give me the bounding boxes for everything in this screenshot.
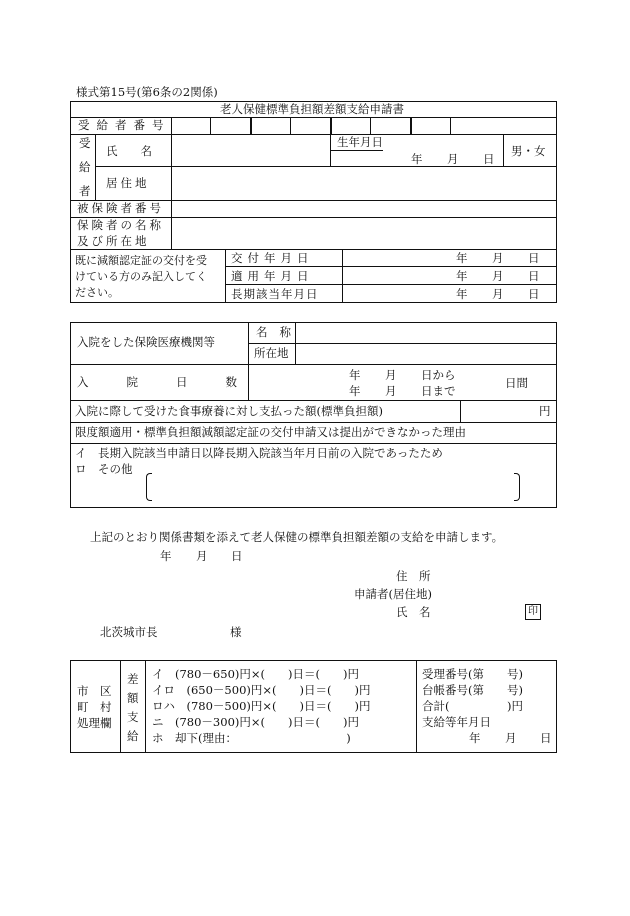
- receipt-number: 受理番号(第 号): [422, 667, 523, 681]
- seal-mark: 印: [525, 604, 541, 620]
- office-label-line1: 市 区: [77, 684, 112, 698]
- other-reason-bracket-left: [146, 473, 152, 501]
- office-label-line2: 町 村: [77, 700, 112, 714]
- addressee: 北茨城市長: [100, 625, 158, 639]
- recipient-char-1: 受: [79, 136, 91, 150]
- difference-char-4: 給: [127, 729, 139, 743]
- declaration-year-unit: 年: [160, 549, 172, 563]
- hospital-location-label: 所在地: [254, 346, 289, 360]
- days-unit: 日間: [505, 376, 528, 390]
- birth-year-unit: 年: [411, 152, 423, 166]
- ledger-number: 台帳番号(第 号): [422, 683, 523, 697]
- long-term-date-label: 長期該当年月日: [231, 287, 319, 301]
- reason-label: 限度額適用・標準負担額減額認定証の交付申請又は提出ができなかった理由: [75, 425, 466, 439]
- gender-options: 男・女: [511, 144, 546, 158]
- insurer-label-line1: 保険者の名称: [77, 218, 164, 232]
- date-year-unit: 年: [456, 251, 468, 265]
- from-day-unit: 日から: [421, 368, 456, 382]
- reduction-note-line3: ださい。: [75, 286, 119, 299]
- payment-date-label: 支給等年月日: [422, 715, 491, 729]
- payment-year-unit: 年: [469, 731, 481, 745]
- hospital-label: 入院をした保険医療機関等: [77, 335, 215, 349]
- office-label-line3: 処理欄: [77, 716, 112, 730]
- date-month-unit: 月: [492, 251, 504, 265]
- date-month-unit: 月: [492, 287, 504, 301]
- payment-month-unit: 月: [505, 731, 517, 745]
- meal-cost-yen-unit: 円: [539, 404, 551, 418]
- form-number: 様式第15号(第6条の2関係): [76, 85, 218, 99]
- difference-item-2: イロ (650－500)円×( )日＝( )円: [152, 683, 371, 697]
- honorific: 様: [230, 625, 242, 639]
- applied-date-label: 適用年月日: [231, 269, 314, 283]
- name-label: 氏 名: [106, 144, 152, 158]
- to-month-unit: 月: [385, 384, 397, 398]
- declaration-month-unit: 月: [196, 549, 208, 563]
- applicant-name-label: 氏 名: [396, 605, 431, 619]
- other-reason-bracket-right: [514, 473, 520, 501]
- hospital-name-label: 名称: [256, 325, 303, 339]
- birth-month-unit: 月: [447, 152, 459, 166]
- reason-option-ro: ロ その他: [75, 462, 133, 476]
- payment-day-unit: 日: [540, 731, 552, 745]
- form-title: 老人保健標準負担額差額支給申請書: [220, 102, 404, 116]
- to-year-unit: 年: [349, 384, 361, 398]
- reason-option-i: イ 長期入院該当申請日以降長期入院該当年月日前の入院であったため: [75, 446, 443, 460]
- difference-item-4: ニ (780－300)円×( )日＝( )円: [152, 715, 359, 729]
- declaration-text: 上記のとおり関係書類を添えて老人保健の標準負担額差額の支給を申請します。: [90, 530, 504, 544]
- difference-item-5: ホ 却下(理由： ): [152, 731, 351, 745]
- difference-char-1: 差: [127, 672, 139, 686]
- date-day-unit: 日: [528, 287, 540, 301]
- from-year-unit: 年: [349, 368, 361, 382]
- date-year-unit: 年: [456, 269, 468, 283]
- declaration-day-unit: 日: [231, 549, 243, 563]
- date-year-unit: 年: [456, 287, 468, 301]
- meal-cost-label: 入院に際して受けた食事療養に対し支払った額(標準負担額): [75, 404, 383, 418]
- from-month-unit: 月: [385, 368, 397, 382]
- difference-char-3: 支: [127, 710, 139, 724]
- recipient-char-3: 者: [79, 184, 91, 198]
- reduction-note-line2: けている方のみ記入してく: [75, 270, 207, 283]
- reduction-note-line1: 既に減額認定証の交付を受: [75, 254, 207, 267]
- insurer-label-line2: 及び所在地: [77, 234, 150, 248]
- admission-days-label: 入院日数: [77, 375, 275, 389]
- total-amount: 合計( )円: [422, 699, 523, 713]
- birth-date-label: 生年月日: [337, 135, 383, 149]
- to-day-unit: 日まで: [421, 384, 456, 398]
- applicant-address-label: 住 所: [396, 569, 431, 583]
- recipient-char-2: 給: [79, 160, 91, 174]
- date-month-unit: 月: [492, 269, 504, 283]
- address-label: 居住地: [106, 176, 150, 190]
- date-day-unit: 日: [528, 251, 540, 265]
- issue-date-label: 交付年月日: [231, 251, 314, 265]
- insured-number-label: 被保険者番号: [77, 201, 164, 215]
- applicant-label: 申請者(居住地): [354, 587, 432, 601]
- birth-day-unit: 日: [483, 152, 495, 166]
- difference-item-1: イ (780－650)円×( )日＝( )円: [152, 667, 359, 681]
- difference-item-3: ロハ (780－500)円×( )日＝( )円: [152, 699, 371, 713]
- recipient-number-label: 受給者番号: [78, 118, 171, 132]
- date-day-unit: 日: [528, 269, 540, 283]
- difference-char-2: 額: [127, 691, 139, 705]
